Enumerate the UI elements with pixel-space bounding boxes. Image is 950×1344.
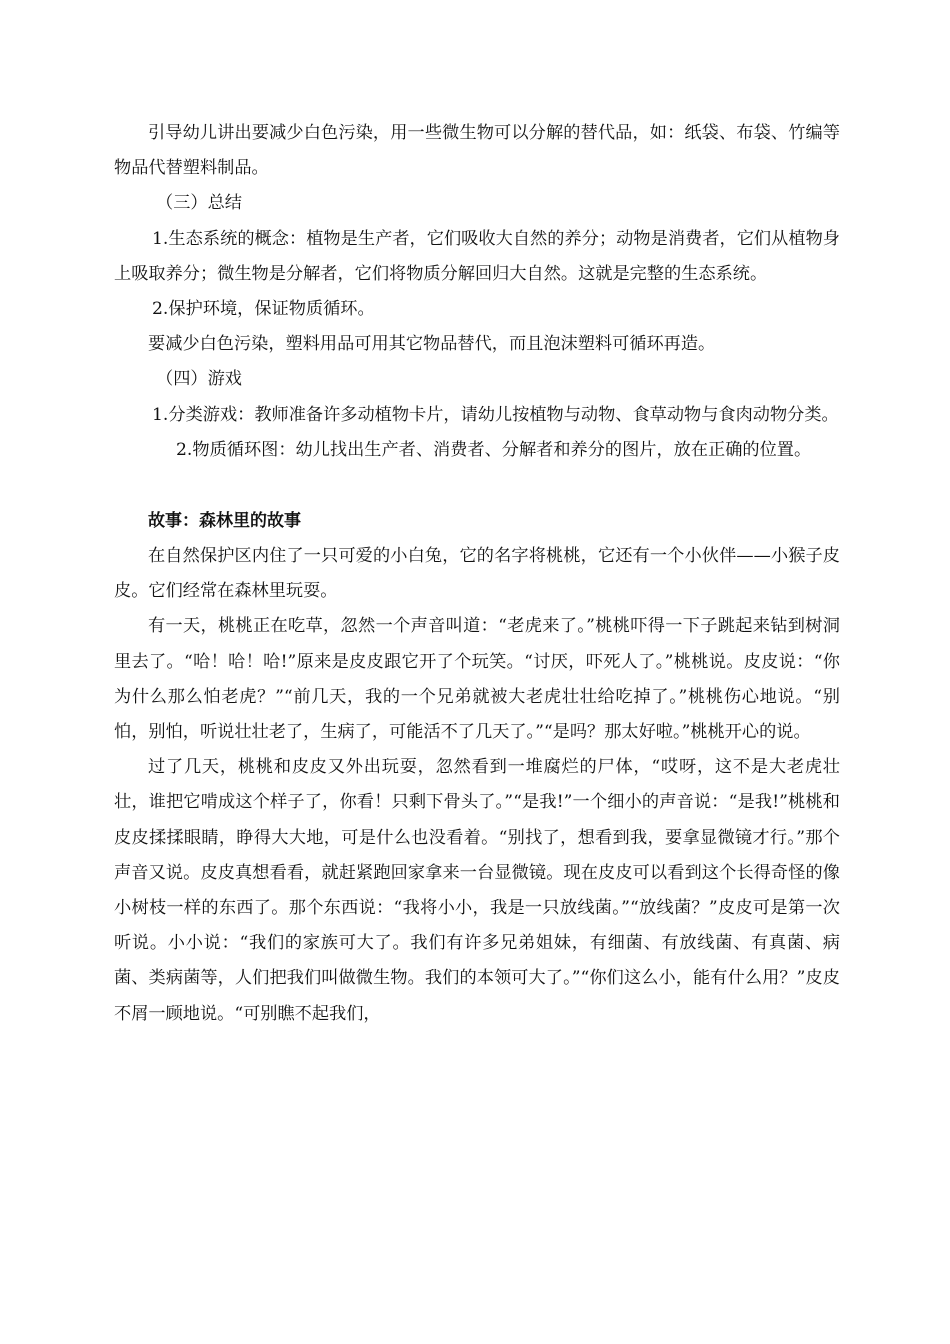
- paragraph-material-cycle: 2.物质循环图：幼儿找出生产者、消费者、分解者和养分的图片，放在正确的位置。: [176, 439, 812, 460]
- paragraph-classification-game: 1.分类游戏：教师准备许多动植物卡片，请幼儿按植物与动物、食草动物与食肉动物分类。: [152, 404, 839, 425]
- story-paragraph-3: 过了几天，桃桃和皮皮又外出玩耍，忽然看到一堆腐烂的尸体，“哎呀，这不是大老虎壮壮，谁把它啃成这个样子了，你看！只剩下骨头了。”“是我!”一个细小的声音说：“是我!”桃桃和皮皮揉揉眼睛，睁得大大地，可是什么也没看着。“别找了，想看到我，要拿显微镜才行。”那个声音又说。皮皮真想看看，就赶紧跑回家拿来一台显微镜。现在皮皮可以看到这个长得奇怪的像小树枝一样的东西了。那个东西说：“我将小小，我是一只放线菌。”“放线菌？”皮皮可是第一次听说。小小说：“我们的家族可大了。我们有许多兄弟姐妹，有细菌、有放线菌、有真菌、病菌、类病菌等，人们把我们叫做微生物。我们的本领可大了。”“你们这么小，能有什么用？”皮皮不屑一顾地说。“可别瞧不起我们，: [114, 757, 840, 1024]
- paragraph-reduce-pollution: 要减少白色污染，塑料用品可用其它物品替代，而且泡沫塑料可循环再造。: [148, 334, 716, 355]
- document-page: [114, 116, 840, 1032]
- spacer: [114, 468, 840, 503]
- story-title: 故事：森林里的故事: [148, 511, 301, 532]
- paragraph-alternatives: 引导幼儿讲出要减少白色污染，用一些微生物可以分解的替代品，如：纸袋、布袋、竹编等物品代替塑料制品。: [114, 123, 840, 179]
- section-heading-summary: （三）总结: [156, 193, 242, 214]
- story-paragraph-1: 在自然保护区内住了一只可爱的小白兔，它的名字将桃桃，它还有一个小伙伴——小猴子皮皮。它们经常在森林里玩耍。: [114, 546, 840, 602]
- story-paragraph-2: 有一天，桃桃正在吃草，忽然一个声音叫道：“老虎来了。”桃桃吓得一下子跳起来钻到树洞里去了。“哈！哈！哈!”原来是皮皮跟它开了个玩笑。“讨厌，吓死人了。”桃桃说。皮皮说：“你为什么那么怕老虎？”“前几天，我的一个兄弟就被大老虎壮壮给吃掉了。”桃桃伤心地说。“别怕，别怕，听说壮壮老了，生病了，可能活不了几天了。”“是吗？那太好啦。”桃桃开心的说。: [114, 616, 840, 743]
- section-heading-game: （四）游戏: [156, 369, 242, 390]
- paragraph-ecosystem-concept: 1.生态系统的概念：植物是生产者，它们吸收大自然的养分；动物是消费者，它们从植物身上吸取养分；微生物是分解者，它们将物质分解回归大自然。这就是完整的生态系统。: [114, 228, 840, 284]
- paragraph-protect-environment: 2.保护环境，保证物质循环。: [152, 299, 375, 320]
